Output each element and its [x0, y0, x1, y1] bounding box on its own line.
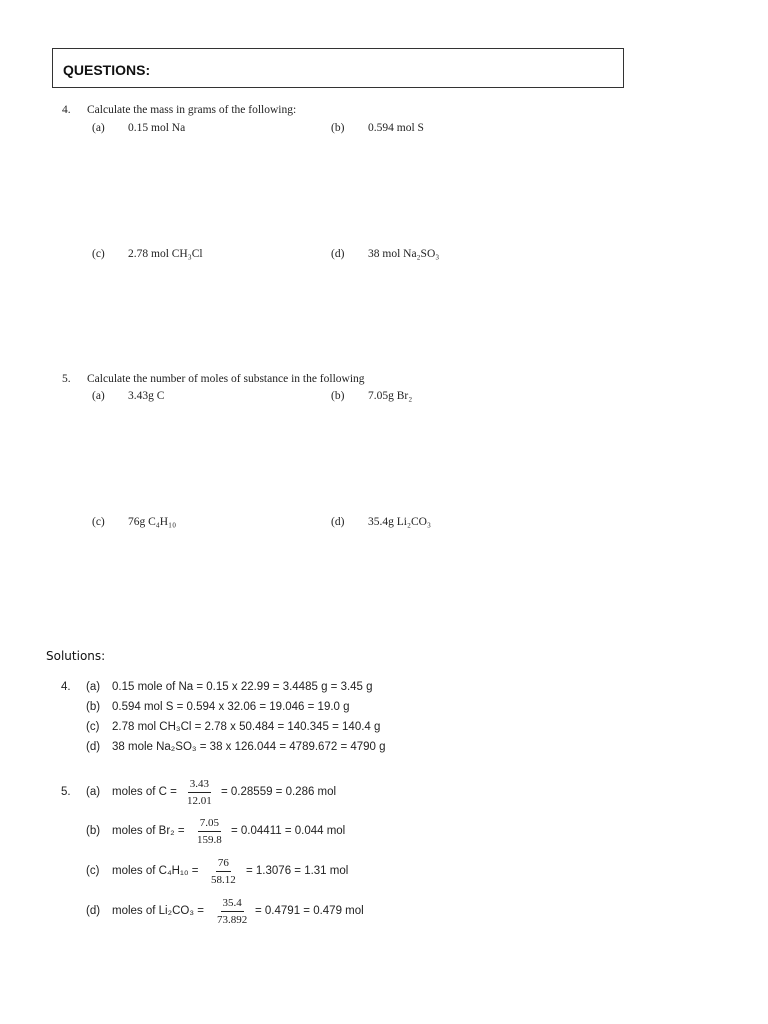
s5-b-fraction: [195, 818, 224, 846]
q4-c-text: 2.78 mol CH₃Cl: [128, 248, 203, 260]
s4-c-label: (c): [86, 721, 100, 733]
q4-d-label: (d): [331, 248, 345, 260]
s5-a-lhs: moles of C =: [112, 786, 177, 798]
q5-b-text: 7.05g Br₂: [368, 390, 413, 402]
s5-a-label: (a): [86, 786, 101, 798]
s5-d-label: (d): [86, 905, 101, 917]
s5-c-fraction: [209, 858, 238, 886]
s5-d-numerator: 35.4: [221, 898, 244, 912]
s5-number: 5.: [61, 786, 71, 798]
s5-b-denominator: 159.8: [197, 834, 222, 846]
q5-c-text: 76g C₄H₁₀: [128, 516, 177, 528]
s4-number: 4.: [61, 681, 71, 693]
q4-number: 4.: [62, 104, 71, 116]
q4-b-label: (b): [331, 122, 345, 134]
s5-a-denominator: 12.01: [187, 795, 212, 807]
s5-d-fraction: [215, 898, 249, 926]
q5-number: 5.: [62, 373, 71, 385]
solutions-title: Solutions:: [46, 649, 106, 663]
q5-prompt: Calculate the number of moles of substance in the following: [87, 373, 365, 385]
s5-a-numerator: 3.43: [188, 779, 211, 793]
q5-a-text: 3.43g C: [128, 390, 165, 402]
s5-b-label: (b): [86, 825, 101, 837]
q4-a-label: (a): [92, 122, 105, 134]
q4-prompt: Calculate the mass in grams of the following:: [87, 104, 297, 116]
q4-a-text: 0.15 mol Na: [128, 122, 186, 134]
s5-a-rhs: = 0.28559 = 0.286 mol: [221, 786, 337, 798]
s5-b-numerator: 7.05: [198, 818, 221, 832]
q5-b-label: (b): [331, 390, 345, 402]
q5-d-text: 35.4g Li₂CO₃: [368, 516, 431, 528]
s4-b-label: (b): [86, 701, 101, 713]
q5-d-label: (d): [331, 516, 345, 528]
s5-a-fraction: [185, 779, 214, 807]
q5-a-label: (a): [92, 390, 105, 402]
s4-d-text: 38 mole Na₂SO₃ = 38 x 126.044 = 4789.672 = 4790 g: [112, 741, 386, 753]
s5-c-numerator: 76: [216, 858, 231, 872]
q4-c-label: (c): [92, 248, 105, 260]
s5-c-denominator: 58.12: [211, 874, 236, 886]
questions-header-box: [52, 48, 624, 88]
q4-b-text: 0.594 mol S: [368, 122, 424, 134]
s5-c-label: (c): [86, 865, 100, 877]
s4-d-label: (d): [86, 741, 101, 753]
s5-d-rhs: = 0.4791 = 0.479 mol: [255, 905, 364, 917]
s5-c-rhs: = 1.3076 = 1.31 mol: [246, 865, 349, 877]
s4-a-text: 0.15 mole of Na = 0.15 x 22.99 = 3.4485 g = 3.45 g: [112, 681, 373, 693]
s4-a-label: (a): [86, 681, 101, 693]
s5-b-rhs: = 0.04411 = 0.044 mol: [231, 825, 346, 837]
q4-d-text: 38 mol Na₂SO₃: [368, 248, 440, 260]
s5-b-lhs: moles of Br₂ =: [112, 825, 185, 837]
s5-d-denominator: 73.892: [217, 914, 248, 926]
s4-c-text: 2.78 mol CH₃Cl = 2.78 x 50.484 = 140.345 = 140.4 g: [112, 721, 381, 733]
questions-title: QUESTIONS:: [63, 62, 151, 78]
s5-d-lhs: moles of Li₂CO₃ =: [112, 905, 204, 917]
q5-c-label: (c): [92, 516, 105, 528]
s4-b-text: 0.594 mol S = 0.594 x 32.06 = 19.046 = 19.0 g: [112, 701, 350, 713]
s5-c-lhs: moles of C₄H₁₀ =: [112, 865, 199, 877]
